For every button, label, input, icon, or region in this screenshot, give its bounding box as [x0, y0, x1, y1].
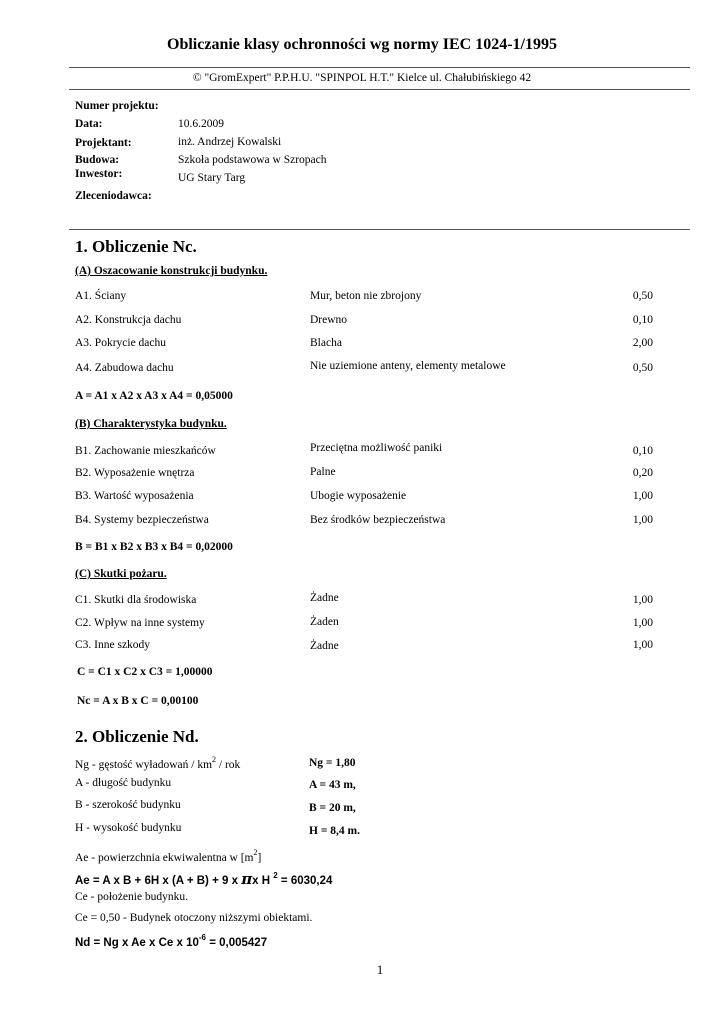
ae-label-sup: 2 — [253, 848, 258, 857]
ae-formula-start: Ae = A x B + 6H x (A + B) + 9 x — [75, 875, 242, 887]
designer-label: Projektant: — [75, 137, 132, 149]
section-a-heading: (A) Oszacowanie konstrukcji budynku. — [75, 265, 268, 277]
c-row-name: C2. Wpływ na inne systemy — [75, 617, 205, 629]
c-row-value: 1,00 — [632, 617, 653, 629]
c-formula: C = C1 x C2 x C3 = 1,00000 — [77, 666, 213, 678]
section-b-heading: (B) Charakterystyka budynku. — [75, 418, 227, 430]
height-label: H - wysokość budynku — [75, 822, 182, 834]
b-row-name: B4. Systemy bezpieczeństwa — [75, 514, 209, 526]
width-label: B - szerokość budynku — [75, 799, 181, 811]
ae-formula-sup: 2 — [273, 871, 278, 880]
c-row-name: C1. Skutki dla środowiska — [75, 594, 197, 606]
b-row-desc: Przeciętna możliwość paniki — [310, 442, 443, 454]
a-row-desc: Nie uziemione anteny, elementy metalowe — [310, 360, 506, 372]
ae-formula-end: = 6030,24 — [277, 875, 333, 887]
c-row-desc: Żaden — [310, 616, 339, 628]
ce-label: Ce - położenie budynku. — [75, 891, 189, 903]
c-row-desc: Żadne — [310, 640, 339, 652]
ng-label-text: Ng - gęstość wyładowań / km — [75, 759, 213, 771]
a-row-value: 0,10 — [632, 314, 653, 326]
ng-value: Ng = 1,80 — [309, 757, 356, 769]
length-label: A - długość budynku — [75, 777, 172, 789]
a-row-value: 0,50 — [632, 362, 653, 374]
length-value: A = 43 m, — [309, 779, 356, 791]
nd-formula-end: = 0,005427 — [206, 937, 268, 949]
pi-symbol: π — [241, 870, 253, 888]
height-value: H = 8,4 m. — [309, 825, 360, 837]
nc-formula: Nc = A x B x C = 0,00100 — [77, 695, 199, 707]
document-title: Obliczanie klasy ochronności wg normy IEC 1024-1/1995 — [167, 36, 557, 53]
ae-formula — [75, 870, 332, 888]
client-label: Zleceniodawca: — [75, 190, 152, 202]
investor-label: Inwestor: — [75, 168, 123, 180]
b-row-value: 1,00 — [632, 490, 653, 502]
c-row-name: C3. Inne szkody — [75, 639, 151, 651]
ae-label-end: ] — [257, 852, 262, 864]
section2-heading: 2. Obliczenie Nd. — [75, 727, 199, 746]
nd-formula-sup: -6 — [198, 933, 207, 942]
b-formula: B = B1 x B2 x B3 x B4 = 0,02000 — [75, 541, 233, 553]
ae-label-text: Ae - powierzchnia ekwiwalentna w [m — [75, 852, 254, 864]
c-row-value: 1,00 — [632, 639, 653, 651]
b-row-desc: Ubogie wyposażenie — [310, 490, 407, 502]
c-row-desc: Żadne — [310, 592, 339, 604]
b-row-value: 0,20 — [632, 467, 653, 479]
a-row-name: A1. Ściany — [75, 290, 127, 302]
nd-formula — [75, 933, 267, 949]
ae-label — [75, 848, 261, 864]
b-row-desc: Bez środków bezpieczeństwa — [310, 514, 446, 526]
page-number: 1 — [376, 962, 384, 977]
date-label: Data: — [75, 118, 103, 130]
header-rule-bottom — [69, 89, 690, 90]
a-row-value: 0,50 — [632, 290, 653, 302]
b-row-name: B3. Wartość wyposażenia — [75, 490, 194, 502]
c-row-value: 1,00 — [632, 594, 653, 606]
a-row-value: 2,00 — [632, 337, 653, 349]
b-row-name: B1. Zachowanie mieszkańców — [75, 445, 216, 457]
section-c-heading: (C) Skutki pożaru. — [75, 568, 167, 580]
date-value: 10.6.2009 — [178, 118, 224, 130]
a-row-name: A3. Pokrycie dachu — [75, 337, 167, 349]
investor-value: UG Stary Targ — [178, 172, 246, 184]
section1-heading: 1. Obliczenie Nc. — [75, 237, 197, 256]
a-row-desc: Drewno — [310, 314, 348, 326]
a-row-name: A4. Zabudowa dachu — [75, 362, 174, 374]
ae-formula-mid: x H — [252, 875, 274, 887]
b-row-value: 1,00 — [632, 514, 653, 526]
b-row-value: 0,10 — [632, 445, 653, 457]
construction-value: Szkoła podstawowa w Szropach — [178, 154, 327, 166]
b-row-name: B2. Wyposażenie wnętrza — [75, 467, 195, 479]
project-number-label: Numer projektu: — [75, 100, 159, 112]
copyright-line: © "GromExpert" P.P.H.U. "SPINPOL H.T." Kielce ul. Chałubińskiego 42 — [192, 72, 532, 84]
ce-value: Ce = 0,50 - Budynek otoczony niższymi obiektami. — [75, 912, 313, 924]
ng-label-sup: 2 — [212, 755, 217, 764]
width-value: B = 20 m, — [309, 802, 356, 814]
a-row-name: A2. Konstrukcja dachu — [75, 314, 182, 326]
a-row-desc: Blacha — [310, 337, 342, 349]
a-row-desc: Mur, beton nie zbrojony — [310, 290, 422, 302]
meta-rule — [69, 229, 690, 230]
ng-label-end: / rok — [216, 759, 241, 771]
header-rule-top — [69, 67, 690, 68]
construction-label: Budowa: — [75, 154, 120, 166]
a-formula: A = A1 x A2 x A3 x A4 = 0,05000 — [75, 390, 233, 402]
b-row-desc: Palne — [310, 466, 336, 478]
nd-formula-start: Nd = Ng x Ae x Ce x 10 — [75, 937, 199, 949]
ng-label — [75, 755, 240, 771]
designer-value: inż. Andrzej Kowalski — [178, 136, 282, 148]
